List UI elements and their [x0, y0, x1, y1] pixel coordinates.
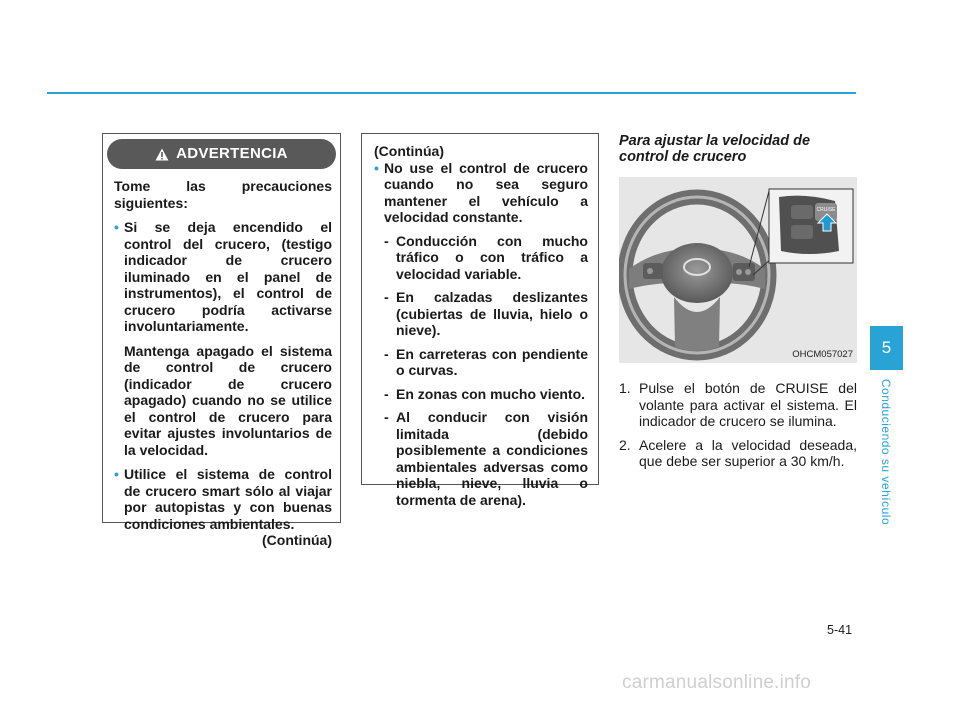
text-line: velocidad constante.: [384, 209, 523, 225]
dash-item: - Al conducir con visión limitada (debido posiblemente a condiciones ambientales adversas como niebla, nieve, lluvia o tormenta de arena).: [384, 409, 588, 508]
text-line: cuando no sea seguro: [384, 176, 588, 192]
text-line: Mantenga apagado el sistema: [124, 342, 332, 359]
text-line: indicador de crucero: [124, 252, 332, 268]
text-line: que debe ser superior a 30 km/h.: [639, 453, 845, 469]
text-line: el control de crucero para: [124, 408, 332, 425]
text-line: mantener el vehículo a: [384, 192, 588, 209]
text-line: iluminado en el panel de: [124, 268, 332, 285]
text-line: ambientales adversas como: [396, 458, 588, 475]
text-line: involuntariamente.: [124, 318, 249, 334]
text-line: tráfico o con tráfico a: [396, 249, 588, 265]
warning-intro-line: siguientes:: [114, 194, 188, 211]
text-line: nieve).: [396, 322, 441, 338]
text-line: En zonas con mucho viento.: [396, 385, 586, 402]
warning-bullet-1: [114, 219, 332, 335]
text-line: posiblemente a condiciones: [396, 442, 588, 458]
text-line: de control de crucero: [124, 359, 332, 375]
text-line: evitar ajustes involuntarios de: [124, 425, 332, 441]
steering-wheel-figure: [619, 177, 857, 363]
text-line: condiciones ambientales.: [124, 515, 295, 532]
dash-item: - En carreteras con pendiente o curvas.: [384, 345, 588, 378]
text-line: (cubiertas de lluvia, hielo o: [396, 305, 588, 322]
text-line: Pulse el botón de CRUISE del: [639, 380, 857, 396]
step-1: 1. Pulse el botón de CRUISE del volante para activar el sistema. El indicador de crucero se ilumina.: [619, 380, 857, 429]
text-line: tormenta de arena).: [396, 491, 526, 508]
warning-box: [102, 133, 341, 548]
text-line: • Utilice el sistema de control: [124, 466, 332, 482]
text-line: indicador de crucero se ilumina.: [639, 413, 837, 429]
step-2: 2. Acelere a la velocidad deseada, que debe ser superior a 30 km/h.: [619, 436, 857, 469]
text-line: limitada (debido: [396, 425, 588, 442]
text-line: Conducción con mucho: [396, 232, 588, 249]
text-line: control del crucero, (testigo: [124, 235, 332, 252]
text-line: • No use el control de crucero: [384, 159, 588, 176]
chapter-tab: 5: [870, 326, 903, 370]
figure-code: OHCM057027: [792, 349, 853, 360]
text-line: En carreteras con pendiente: [396, 345, 588, 362]
top-divider: [47, 92, 856, 94]
warning-bullet-2: [114, 466, 332, 532]
text-line: apagado) cuando no se utilice: [124, 392, 332, 408]
warning-triangle-icon: [155, 148, 169, 161]
warning-continued: (Continúa): [262, 532, 332, 548]
steering-wheel-illustration: [619, 177, 857, 363]
chapter-label: Conduciendo su vehículo: [879, 378, 893, 526]
text-line: En calzadas deslizantes: [396, 289, 588, 305]
text-line: la velocidad.: [124, 441, 209, 458]
text-line: crucero podría activarse: [124, 301, 332, 318]
text-line: Acelere a la velocidad deseada,: [639, 436, 857, 453]
text-line: por autopistas y con buenas: [124, 499, 332, 515]
section-title-line: Para ajustar la velocidad de: [619, 133, 811, 149]
dash-item: - En calzadas deslizantes (cubiertas de lluvia, hielo o nieve).: [384, 289, 588, 338]
text-line: (indicador de crucero: [124, 375, 332, 392]
continued-bullet: [374, 160, 588, 226]
warning-paragraph: [114, 343, 332, 459]
dash-item: - Conducción con mucho tráfico o con tráfico a velocidad variable.: [384, 232, 588, 282]
text-line: velocidad variable.: [396, 265, 522, 282]
warning-header: [107, 139, 336, 169]
page-number: 5-41: [827, 623, 853, 637]
continued-warning-box: [361, 133, 599, 508]
warning-title: ADVERTENCIA: [176, 144, 288, 162]
text-line: volante para activar el sistema. El: [639, 396, 857, 413]
watermark: carmanualsonline.info: [622, 672, 812, 693]
text-line: niebla, nieve, lluvia o: [396, 475, 588, 491]
section: [619, 133, 857, 165]
warning-intro-line: Tome las precauciones: [114, 178, 332, 194]
text-line: o curvas.: [396, 362, 458, 378]
text-line: instrumentos), el control de: [124, 285, 332, 301]
continued-header: (Continúa): [374, 143, 444, 159]
text-line: Al conducir con visión: [396, 409, 588, 425]
steps-list: [619, 380, 857, 470]
cruise-button-label: CRUISE: [816, 207, 836, 213]
steering-wheel-hub: [661, 243, 733, 303]
text-line: • Si se deja encendido el: [124, 219, 332, 235]
text-line: de crucero smart sólo al viajar: [124, 482, 332, 499]
section-title-line: control de crucero: [619, 149, 747, 165]
dash-item: - En zonas con mucho viento.: [374, 386, 588, 403]
